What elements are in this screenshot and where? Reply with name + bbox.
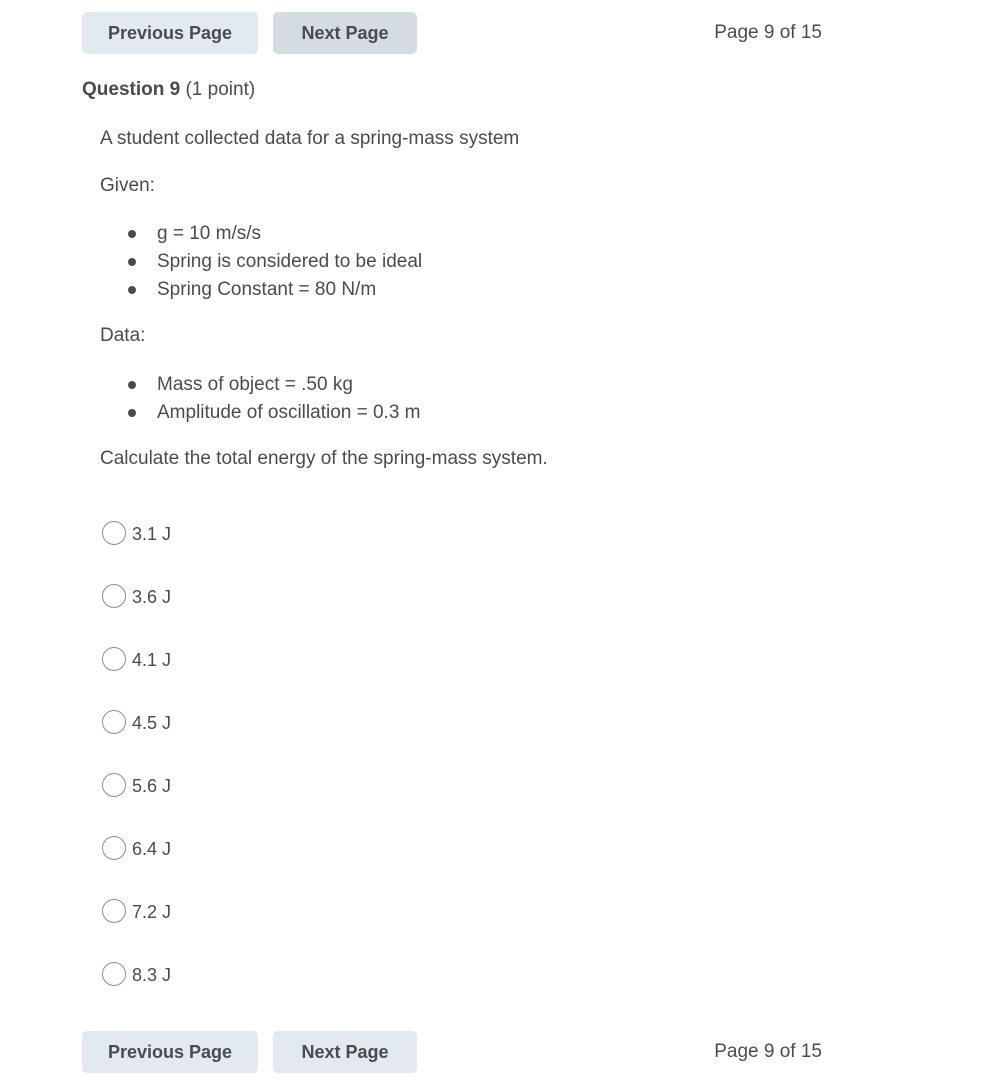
previous-page-button[interactable]: Previous Page — [82, 1031, 258, 1073]
radio-button[interactable] — [102, 899, 126, 923]
bullet-icon — [128, 409, 136, 417]
given-heading: Given: — [100, 175, 155, 196]
question-points: (1 point) — [185, 79, 256, 100]
radio-button[interactable] — [102, 584, 126, 608]
answer-option-label[interactable]: 5.6 J — [132, 776, 172, 796]
next-page-button[interactable]: Next Page — [273, 12, 417, 54]
previous-page-button[interactable]: Previous Page — [82, 12, 258, 54]
answer-option-label[interactable]: 8.3 J — [132, 965, 172, 985]
radio-button[interactable] — [102, 710, 126, 734]
answer-option-label[interactable]: 3.6 J — [132, 587, 172, 607]
radio-button[interactable] — [102, 836, 126, 860]
answer-option-label[interactable]: 6.4 J — [132, 839, 172, 859]
top-navigation — [82, 12, 822, 54]
question-number: Question 9 — [82, 79, 181, 100]
answer-option-label[interactable]: 4.1 J — [132, 650, 172, 670]
question-header — [82, 79, 255, 101]
radio-button[interactable] — [102, 647, 126, 671]
radio-button[interactable] — [102, 521, 126, 545]
bullet-icon — [128, 381, 136, 389]
next-page-button[interactable]: Next Page — [273, 1031, 417, 1073]
answer-option-label[interactable]: 3.1 J — [132, 524, 172, 544]
radio-button[interactable] — [102, 962, 126, 986]
bottom-navigation — [82, 1031, 822, 1073]
answer-option-label[interactable]: 7.2 J — [132, 902, 172, 922]
question-prompt: Calculate the total energy of the spring-mass system. — [100, 448, 548, 469]
page-indicator: Page 9 of 15 — [714, 1041, 822, 1062]
data-heading: Data: — [100, 325, 146, 346]
page-indicator: Page 9 of 15 — [714, 22, 822, 43]
radio-button[interactable] — [102, 773, 126, 797]
question-intro: A student collected data for a spring-mass system — [100, 128, 520, 149]
bullet-icon — [128, 286, 136, 294]
bullet-icon — [128, 230, 136, 238]
answer-option-label[interactable]: 4.5 J — [132, 713, 172, 733]
bullet-icon — [128, 258, 136, 266]
